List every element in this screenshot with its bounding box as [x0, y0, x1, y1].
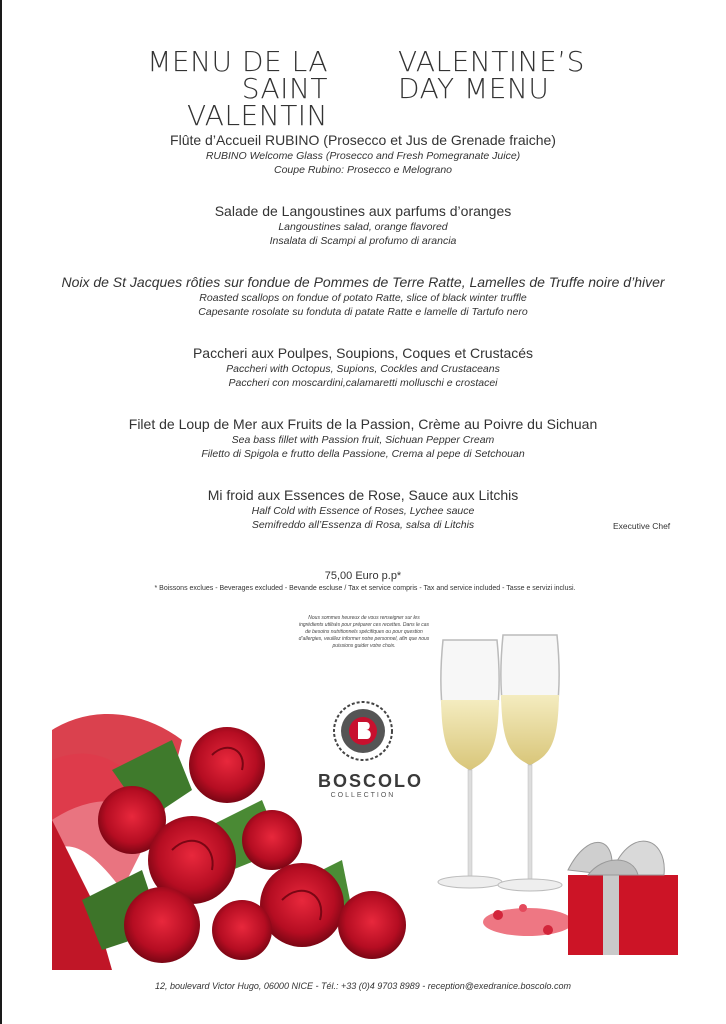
course-fr: Mi froid aux Essences de Rose, Sauce aux Litchis — [207, 487, 519, 503]
course-en: Langoustines salad, orange flavored — [278, 221, 448, 233]
allergy-note: Nous sommes heureux de vous renseigner sur les ingrédients utilisés pour préparer ces recettes. Dans le cas de besoins nutritionnels spécifiques ou pour question d’allergies, veuillez informer notre personnel, afin que nous puissions guider votre choix. — [298, 615, 430, 649]
course-it: Coupe Rubino: Prosecco e Melograno — [273, 164, 453, 176]
course-en: Roasted scallops on fondue of potato Ratte, slice of black winter truffle — [199, 292, 527, 304]
course-fr: Filet de Loup de Mer aux Fruits de la Passion, Crème au Poivre du Sichuan — [128, 416, 598, 432]
course-it: Capesante rosolate su fonduta di patate Ratte e lamelle di Tartufo nero — [198, 306, 528, 318]
champagne-illustration — [428, 630, 678, 970]
menu-price: 75,00 Euro p.p* — [324, 570, 402, 582]
course-paccheri — [0, 345, 726, 390]
title-en-line1: VALENTINE’S — [398, 45, 585, 78]
course-welcome — [0, 132, 726, 177]
course-fr: Salade de Langoustines aux parfums d’oranges — [214, 203, 512, 219]
price-note: * Boissons exclues - Beverages excluded - Bevande escluse / Tax et service compris - Tax and service included - Tasse e servizi inclusi. — [154, 585, 576, 592]
course-it: Semifreddo all’Essenza di Rosa, salsa di Litchis — [251, 519, 475, 531]
course-en: Sea bass fillet with Passion fruit, Sichuan Pepper Cream — [231, 434, 495, 446]
course-it: Filetto di Spigola e frutto della Passione, Crema al pepe di Setchouan — [201, 448, 525, 460]
course-seabass — [0, 416, 726, 461]
boscolo-logo — [318, 700, 424, 799]
course-it: Paccheri con moscardini,calamaretti molluschi e crostacei — [228, 377, 498, 389]
course-en: Half Cold with Essence of Roses, Lychee sauce — [251, 505, 475, 517]
logo-wordmark: BOSCOLO — [318, 771, 424, 791]
course-fr: Paccheri aux Poulpes, Soupions, Coques et Crustacés — [192, 345, 534, 361]
title-fr-line2: SAINT VALENTIN — [186, 72, 328, 132]
course-en: Paccheri with Octopus, Supions, Cockles and Crustaceans — [226, 363, 500, 375]
course-salad — [0, 203, 726, 248]
course-en: RUBINO Welcome Glass (Prosecco and Fresh Pomegranate Juice) — [205, 150, 521, 162]
boscolo-emblem-icon — [332, 700, 394, 762]
title-fr-line1: MENU DE LA — [147, 45, 328, 78]
logo-subwordmark: COLLECTION — [330, 792, 396, 799]
title-english — [398, 45, 585, 105]
course-fr: Noix de St Jacques rôties sur fondue de Pommes de Terre Ratte, Lamelles de Truffe noire d’hiver — [61, 274, 665, 290]
course-scallops — [0, 274, 726, 319]
course-it: Insalata di Scampi al profumo di arancia — [269, 235, 457, 247]
course-fr: Flûte d’Accueil RUBINO (Prosecco et Jus de Grenade fraiche) — [170, 132, 556, 148]
title-en-line2: DAY MENU — [398, 72, 550, 105]
executive-chef-label: Executive Chef — [613, 521, 671, 531]
title-french — [130, 45, 328, 132]
footer-address: 12, boulevard Victor Hugo, 06000 NICE - Tél.: +33 (0)4 9703 8989 - reception@exedranice.boscolo.com — [155, 981, 571, 991]
